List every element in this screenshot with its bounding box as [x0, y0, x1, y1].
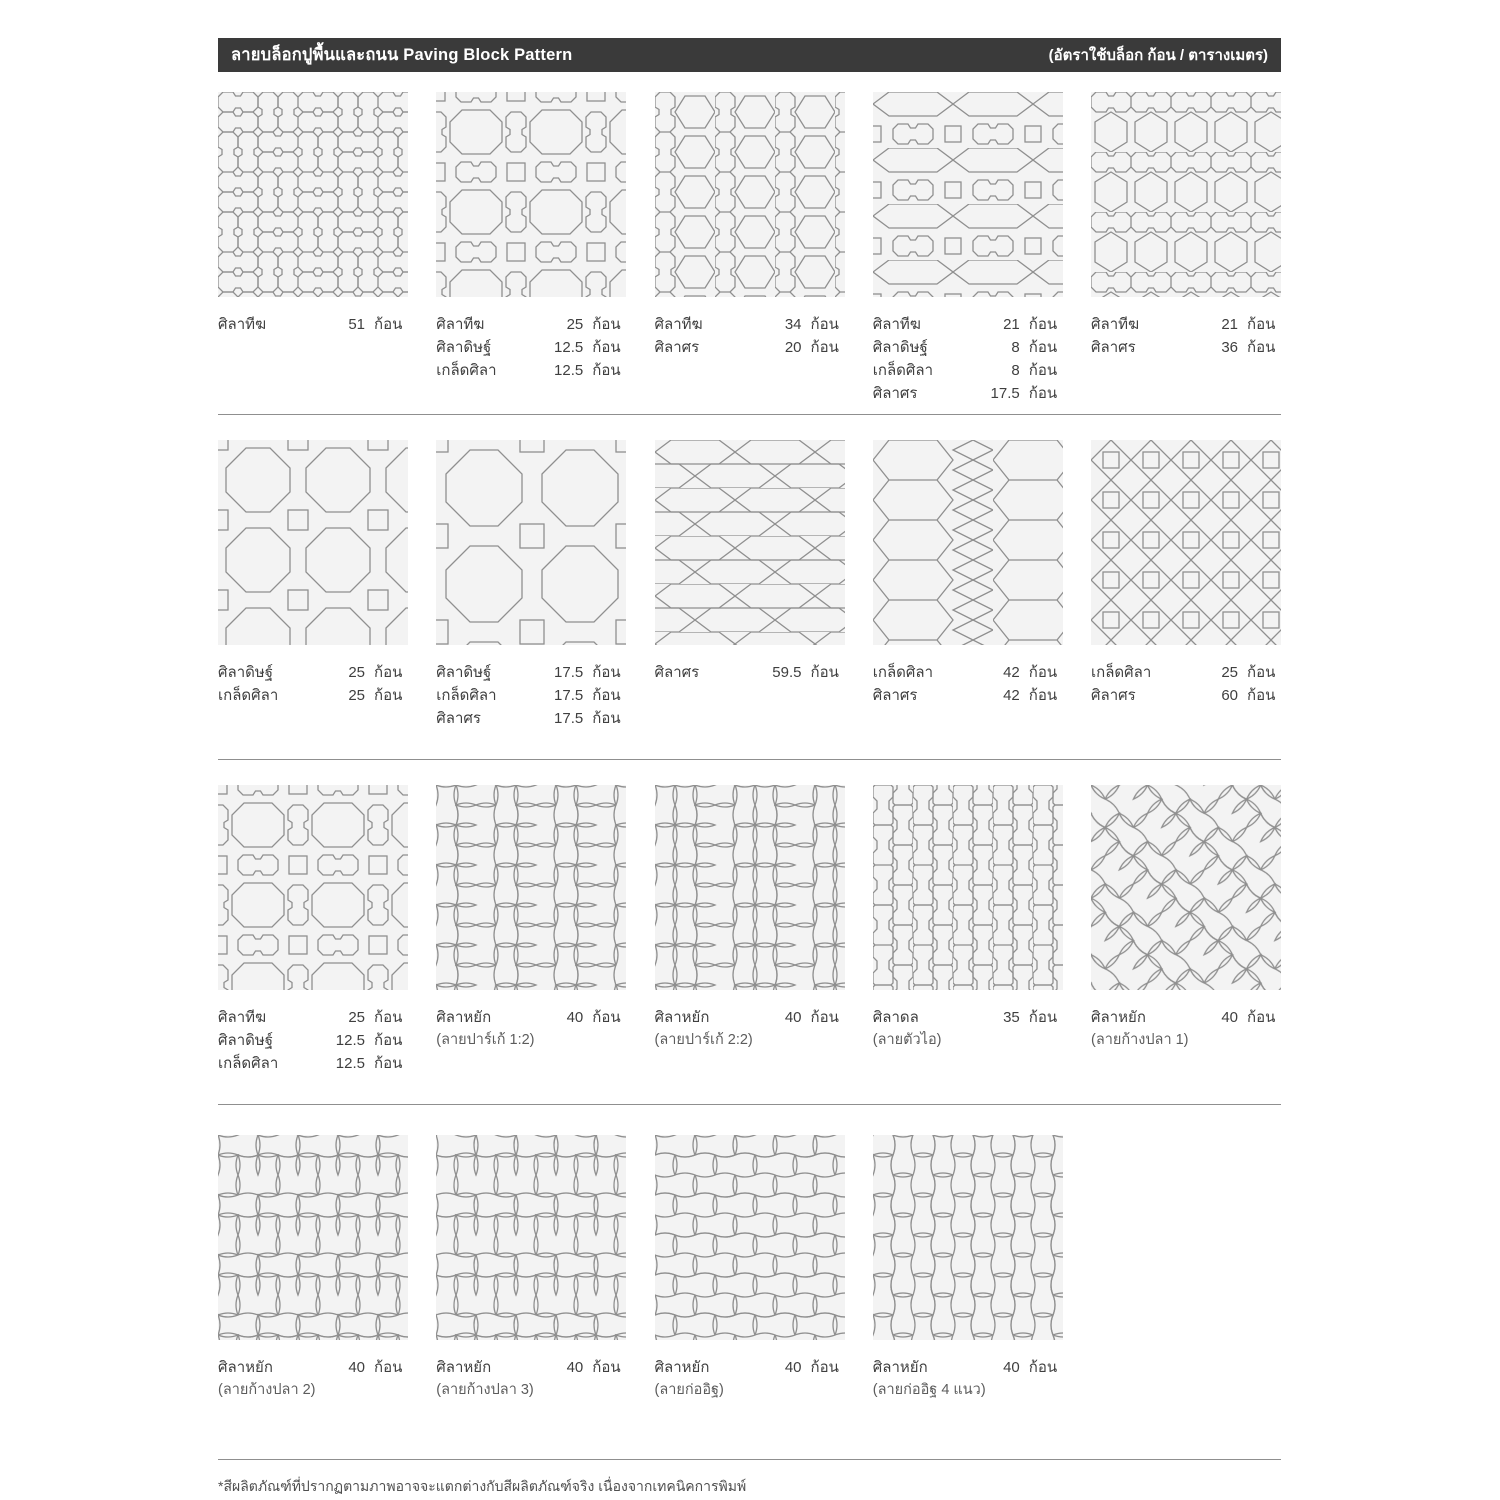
block-unit: ก้อน: [810, 316, 839, 333]
block-name: ศิลาศร: [1091, 687, 1136, 704]
block-name: ศิลาหยัก: [436, 1009, 492, 1026]
pattern-usage-line: [873, 336, 1063, 359]
block-name: ศิลาดิษฐ์: [218, 664, 274, 681]
block-unit: ก้อน: [592, 1009, 621, 1026]
block-unit: ก้อน: [1247, 1009, 1276, 1026]
block-qty: 40: [784, 1359, 802, 1376]
block-unit: ก้อน: [810, 1359, 839, 1376]
block-name: ศิลาดิษฐ์: [872, 339, 928, 356]
block-unit: ก้อน: [592, 664, 621, 681]
pattern-cell: [873, 785, 1063, 1104]
block-qty: 21: [1003, 316, 1020, 333]
pat-oct-square-i-swatch: [436, 92, 626, 297]
pattern-usage-line: [873, 382, 1063, 405]
pattern-subtitle: (ลายก่ออิฐ 4 แนว): [872, 1382, 986, 1398]
pattern-labels: [1091, 661, 1281, 707]
pattern-subtitle: (ลายตัวไอ): [872, 1032, 942, 1048]
block-qty: 8: [1011, 339, 1020, 356]
pattern-usage-line: [655, 661, 845, 684]
block-name: ศิลาหยัก: [872, 1359, 928, 1376]
block-name: เกล็ดศิลา: [872, 664, 934, 681]
block-qty: 20: [784, 339, 802, 356]
pattern-labels: [218, 1006, 408, 1075]
block-qty: 17.5: [554, 710, 584, 727]
pat-octagon-square-swatch: [218, 440, 408, 645]
block-qty: 40: [566, 1009, 584, 1026]
block-name: ศิลาศร: [436, 710, 481, 727]
pattern-usage-line: [436, 684, 626, 707]
block-unit: ก้อน: [1028, 316, 1058, 333]
block-name: เกล็ดศิลา: [436, 362, 497, 379]
pat-long-hex-swatch: [655, 440, 845, 645]
pat-i-hex-horizontal-swatch: [1091, 92, 1281, 297]
pattern-cell: [655, 92, 845, 414]
pattern-cell: [1091, 440, 1281, 759]
block-name: ศิลาศร: [872, 687, 918, 704]
pat-wavy-parquet-rot-swatch: [436, 1135, 626, 1340]
pat-hex-i-square-swatch: [873, 92, 1063, 297]
block-name: เกล็ดศิลา: [218, 1055, 279, 1072]
pattern-cell: [218, 785, 408, 1104]
pattern-subtitle: (ลายปาร์เก้ 1:2): [436, 1032, 535, 1048]
block-name: ศิลาหยัก: [218, 1359, 273, 1376]
pattern-usage-line: [873, 1006, 1063, 1029]
pattern-usage-line: [873, 684, 1063, 707]
pat-i-hex-vertical-swatch: [655, 92, 845, 297]
block-qty: 42: [1003, 687, 1020, 704]
block-unit: ก้อน: [592, 687, 621, 704]
pattern-row: [218, 1105, 1281, 1460]
block-unit: ก้อน: [592, 362, 621, 379]
pat-wavy-parquet-22-swatch: [655, 785, 845, 990]
block-name: ศิลาดล: [872, 1009, 919, 1026]
pat-wavy-herringbone-90-swatch: [218, 1135, 408, 1340]
pattern-usage-line: [1091, 684, 1281, 707]
pattern-cell: [655, 440, 845, 759]
pattern-usage-line: [1091, 336, 1281, 359]
block-unit: ก้อน: [1028, 664, 1058, 681]
pattern-row: [218, 415, 1281, 760]
block-name: เกล็ดศิลา: [872, 362, 934, 379]
block-name: ศิลาหยัก: [1091, 1009, 1146, 1026]
pattern-usage-line: [655, 1006, 845, 1029]
pat-oct-square-i-swatch: [218, 785, 408, 990]
pat-hex-diamond-swatch: [873, 440, 1063, 645]
block-name: เกล็ดศิลา: [218, 687, 279, 704]
pattern-row: [218, 760, 1281, 1105]
pattern-usage-line: [436, 359, 626, 382]
block-qty: 17.5: [554, 687, 584, 704]
rows: [218, 72, 1281, 1460]
block-name: ศิลาทีฆ: [218, 1009, 267, 1026]
pattern-labels: [873, 661, 1063, 707]
block-name: ศิลาทีฆ: [872, 316, 921, 333]
block-unit: ก้อน: [1028, 339, 1058, 356]
block-name: เกล็ดศิลา: [436, 687, 497, 704]
block-name: ศิลาหยัก: [654, 1359, 710, 1376]
block-unit: ก้อน: [374, 1032, 403, 1049]
pattern-labels: [218, 661, 408, 707]
pattern-labels: [1091, 1006, 1281, 1051]
block-unit: ก้อน: [592, 710, 621, 727]
pattern-cell: [873, 92, 1063, 414]
pattern-usage-line: [655, 313, 845, 336]
pattern-usage-line: [436, 1006, 626, 1029]
pattern-usage-line: [218, 684, 408, 707]
unit-rate-note: (อัตราใช้บล็อก ก้อน / ตารางเมตร): [1048, 47, 1268, 64]
block-qty: 12.5: [554, 362, 584, 379]
pattern-labels: [655, 313, 845, 359]
pattern-cell: [436, 785, 626, 1104]
block-unit: ก้อน: [1028, 385, 1058, 402]
block-name: ศิลาศร: [654, 339, 700, 356]
block-name: ศิลาศร: [872, 385, 918, 402]
block-qty: 12.5: [335, 1032, 365, 1049]
pattern-cell: [436, 440, 626, 759]
pattern-usage-line: [218, 1356, 408, 1379]
block-unit: ก้อน: [810, 339, 839, 356]
pat-square-diamond-swatch: [1091, 440, 1281, 645]
block-unit: ก้อน: [374, 316, 403, 333]
pattern-subtitle: (ลายก่ออิฐ): [654, 1382, 724, 1398]
block-unit: ก้อน: [810, 664, 839, 681]
pattern-usage-line: [436, 313, 626, 336]
block-qty: 59.5: [772, 664, 802, 681]
pattern-subtitle: (ลายก้างปลา 2): [218, 1382, 316, 1398]
block-qty: 25: [566, 316, 584, 333]
pattern-usage-line: [218, 313, 408, 336]
block-qty: 40: [1221, 1009, 1238, 1026]
pattern-labels: [436, 661, 626, 730]
pattern-usage-line: [436, 1356, 626, 1379]
pattern-labels: [218, 313, 408, 336]
block-qty: 40: [784, 1009, 802, 1026]
pat-wavy-parquet-12-swatch: [436, 785, 626, 990]
block-name: ศิลาหยัก: [436, 1359, 492, 1376]
block-qty: 40: [566, 1359, 584, 1376]
pattern-cell: [218, 440, 408, 759]
block-qty: 25: [1221, 664, 1238, 681]
block-qty: 36: [1221, 339, 1238, 356]
pat-wavy-runningbond-swatch: [655, 1135, 845, 1340]
block-name: เกล็ดศิลา: [1091, 664, 1152, 681]
pattern-cell: [436, 1135, 626, 1459]
block-unit: ก้อน: [1247, 664, 1276, 681]
pat-dumbbell-columns-swatch: [873, 785, 1063, 990]
header-bar: [218, 38, 1281, 72]
block-qty: 25: [348, 664, 365, 681]
block-unit: ก้อน: [1028, 1359, 1058, 1376]
block-name: ศิลาศร: [1091, 339, 1136, 356]
block-unit: ก้อน: [592, 1359, 621, 1376]
pattern-cell: [655, 785, 845, 1104]
block-unit: ก้อน: [1028, 362, 1058, 379]
block-qty: 21: [1221, 316, 1238, 333]
block-unit: ก้อน: [374, 1055, 403, 1072]
pattern-usage-line: [655, 1356, 845, 1379]
color-disclaimer-footnote: *สีผลิตภัณฑ์ที่ปรากฏตามภาพอาจจะแตกต่างกับสีผลิตภัณฑ์จริง เนื่องจากเทคนิคการพิมพ์: [218, 1478, 747, 1494]
block-qty: 8: [1011, 362, 1020, 379]
pattern-cell: [1091, 785, 1281, 1104]
block-name: ศิลาหยัก: [654, 1009, 710, 1026]
pattern-labels: [436, 1006, 626, 1051]
pattern-usage-line: [873, 313, 1063, 336]
pattern-usage-line: [873, 359, 1063, 382]
block-qty: 60: [1221, 687, 1238, 704]
block-qty: 25: [348, 687, 365, 704]
block-qty: 51: [348, 316, 365, 333]
pattern-labels: [655, 661, 845, 684]
pattern-row: [218, 72, 1281, 415]
page-title: ลายบล็อกปูพื้นและถนน Paving Block Pattern: [231, 46, 573, 64]
pattern-subtitle: (ลายก้างปลา 1): [1091, 1032, 1189, 1048]
block-qty: 17.5: [990, 385, 1020, 402]
block-unit: ก้อน: [1247, 316, 1276, 333]
block-qty: 12.5: [554, 339, 584, 356]
block-unit: ก้อน: [374, 687, 403, 704]
block-unit: ก้อน: [1028, 687, 1058, 704]
block-unit: ก้อน: [810, 1009, 839, 1026]
block-qty: 34: [784, 316, 802, 333]
pattern-labels: [1091, 313, 1281, 359]
pattern-cell: [436, 92, 626, 414]
block-unit: ก้อน: [374, 664, 403, 681]
pattern-cell: [655, 1135, 845, 1459]
block-name: ศิลาดิษฐ์: [436, 664, 492, 681]
pattern-usage-line: [436, 336, 626, 359]
pattern-cell: [218, 1135, 408, 1459]
pattern-usage-line: [1091, 661, 1281, 684]
pattern-labels: [655, 1006, 845, 1051]
pattern-usage-line: [436, 661, 626, 684]
block-unit: ก้อน: [1247, 339, 1276, 356]
block-unit: ก้อน: [592, 339, 621, 356]
pattern-labels: [873, 1006, 1063, 1051]
pat-wavy-runningbond-vert-swatch: [873, 1135, 1063, 1340]
block-qty: 12.5: [335, 1055, 365, 1072]
pattern-usage-line: [1091, 1006, 1281, 1029]
pat-i-basketweave-swatch: [218, 92, 408, 297]
pattern-usage-line: [218, 1029, 408, 1052]
pattern-cell: [873, 1135, 1063, 1459]
pattern-usage-line: [436, 707, 626, 730]
pattern-usage-line: [218, 1006, 408, 1029]
pattern-labels: [873, 313, 1063, 405]
block-qty: 17.5: [554, 664, 584, 681]
block-name: ศิลาทีฆ: [1091, 316, 1140, 333]
block-unit: ก้อน: [592, 316, 621, 333]
pat-octagon-square-lg-swatch: [436, 440, 626, 645]
block-name: ศิลาดิษฐ์: [436, 339, 492, 356]
block-qty: 40: [348, 1359, 365, 1376]
block-unit: ก้อน: [1247, 687, 1276, 704]
block-name: ศิลาดิษฐ์: [218, 1032, 274, 1049]
pattern-usage-line: [218, 661, 408, 684]
pattern-cell: [1091, 92, 1281, 414]
block-name: ศิลาทีฆ: [218, 316, 267, 333]
pattern-labels: [873, 1356, 1063, 1401]
block-qty: 42: [1003, 664, 1020, 681]
pattern-cell: [218, 92, 408, 414]
pattern-cell: [873, 440, 1063, 759]
pattern-labels: [436, 313, 626, 382]
pattern-usage-line: [873, 1356, 1063, 1379]
pattern-labels: [218, 1356, 408, 1401]
block-qty: 35: [1003, 1009, 1020, 1026]
block-unit: ก้อน: [1028, 1009, 1058, 1026]
block-name: ศิลาทีฆ: [436, 316, 485, 333]
block-unit: ก้อน: [374, 1359, 403, 1376]
block-name: ศิลาศร: [654, 664, 700, 681]
pattern-usage-line: [218, 1052, 408, 1075]
pat-wavy-herringbone-45-swatch: [1091, 785, 1281, 990]
pattern-subtitle: (ลายปาร์เก้ 2:2): [654, 1032, 753, 1048]
block-qty: 25: [348, 1009, 365, 1026]
pattern-usage-line: [1091, 313, 1281, 336]
pattern-subtitle: (ลายก้างปลา 3): [436, 1382, 534, 1398]
pattern-labels: [436, 1356, 626, 1401]
catalog-page: [218, 38, 1281, 1498]
pattern-usage-line: [873, 661, 1063, 684]
block-name: ศิลาทีฆ: [654, 316, 703, 333]
block-qty: 40: [1003, 1359, 1020, 1376]
block-unit: ก้อน: [374, 1009, 403, 1026]
pattern-usage-line: [655, 336, 845, 359]
pattern-labels: [655, 1356, 845, 1401]
